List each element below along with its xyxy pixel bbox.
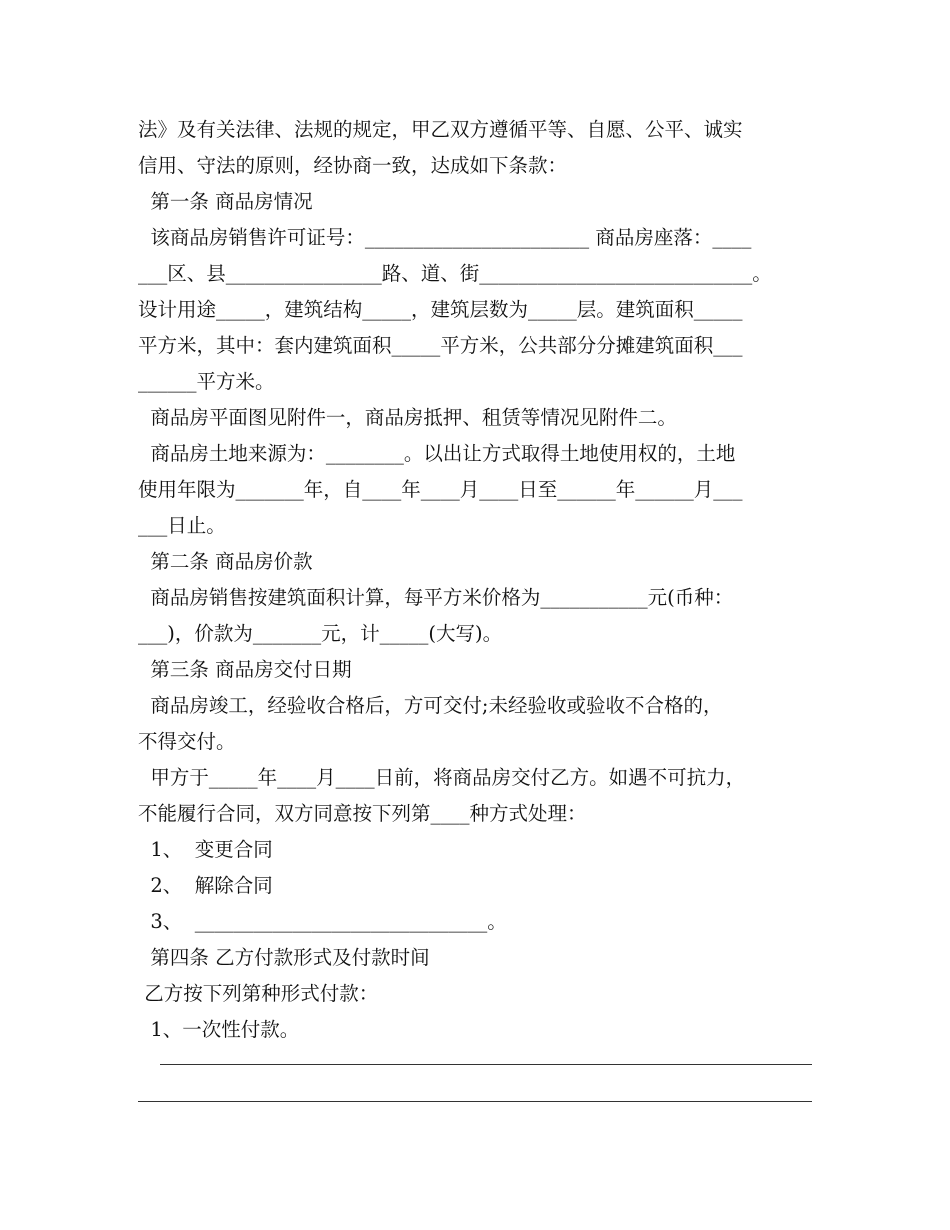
text-line: 不得交付。 xyxy=(138,730,236,753)
text-line: 信用、守法的原则，经协商一致，达成如下条款： xyxy=(138,154,568,177)
text-line: 法》及有关法律、法规的规定，甲乙双方遵循平等、自愿、公平、诚实 xyxy=(138,118,743,141)
list-item: 1、一次性付款。 xyxy=(138,1018,300,1041)
contract-page xyxy=(138,112,818,1048)
article-heading: 第二条 商品房价款 xyxy=(138,550,313,573)
list-item: 3、 ______________________________。 xyxy=(138,910,507,933)
text-line: 使用年限为_______年，自____年____月____日至______年______月___ xyxy=(138,478,743,501)
text-line: ___日止。 xyxy=(138,514,226,537)
text-line: ___)，价款为_______元，计_____(大写)。 xyxy=(138,622,503,645)
text-line: 不能履行合同，双方同意按下列第____种方式处理： xyxy=(138,802,587,825)
article-heading: 第一条 商品房情况 xyxy=(138,190,313,213)
blank-line-rule xyxy=(160,1064,812,1065)
text-line: 乙方按下列第种形式付款： xyxy=(138,982,379,1005)
list-item: 2、 解除合同 xyxy=(138,874,273,897)
text-line: 商品房竣工，经验收合格后，方可交付;未经验收或验收不合格的， xyxy=(138,694,723,717)
text-line: 商品房销售按建筑面积计算，每平方米价格为___________元(币种： xyxy=(138,586,734,609)
text-line: ___区、县________________路、道、街____________________________。 xyxy=(138,262,772,285)
text-line: 平方米，其中：套内建筑面积_____平方米，公共部分分摊建筑面积___ xyxy=(138,334,743,357)
article-heading: 第三条 商品房交付日期 xyxy=(138,658,352,681)
text-line: 商品房平面图见附件一，商品房抵押、租赁等情况见附件二。 xyxy=(138,406,677,429)
text-line: 甲方于_____年____月____日前，将商品房交付乙方。如遇不可抗力， xyxy=(138,766,746,789)
article-heading: 第四条 乙方付款形式及付款时间 xyxy=(138,946,430,969)
text-line: ______平方米。 xyxy=(138,370,275,393)
blank-line-rule xyxy=(138,1101,812,1102)
text-line: 设计用途_____，建筑结构_____，建筑层数为_____层。建筑面积_____ xyxy=(138,298,743,321)
text-line: 商品房土地来源为：________。以出让方式取得土地使用权的，土地 xyxy=(138,442,736,465)
list-item: 1、 变更合同 xyxy=(138,838,273,861)
text-line: 该商品房销售许可证号：_______________________ 商品房座落：____ xyxy=(138,226,752,249)
